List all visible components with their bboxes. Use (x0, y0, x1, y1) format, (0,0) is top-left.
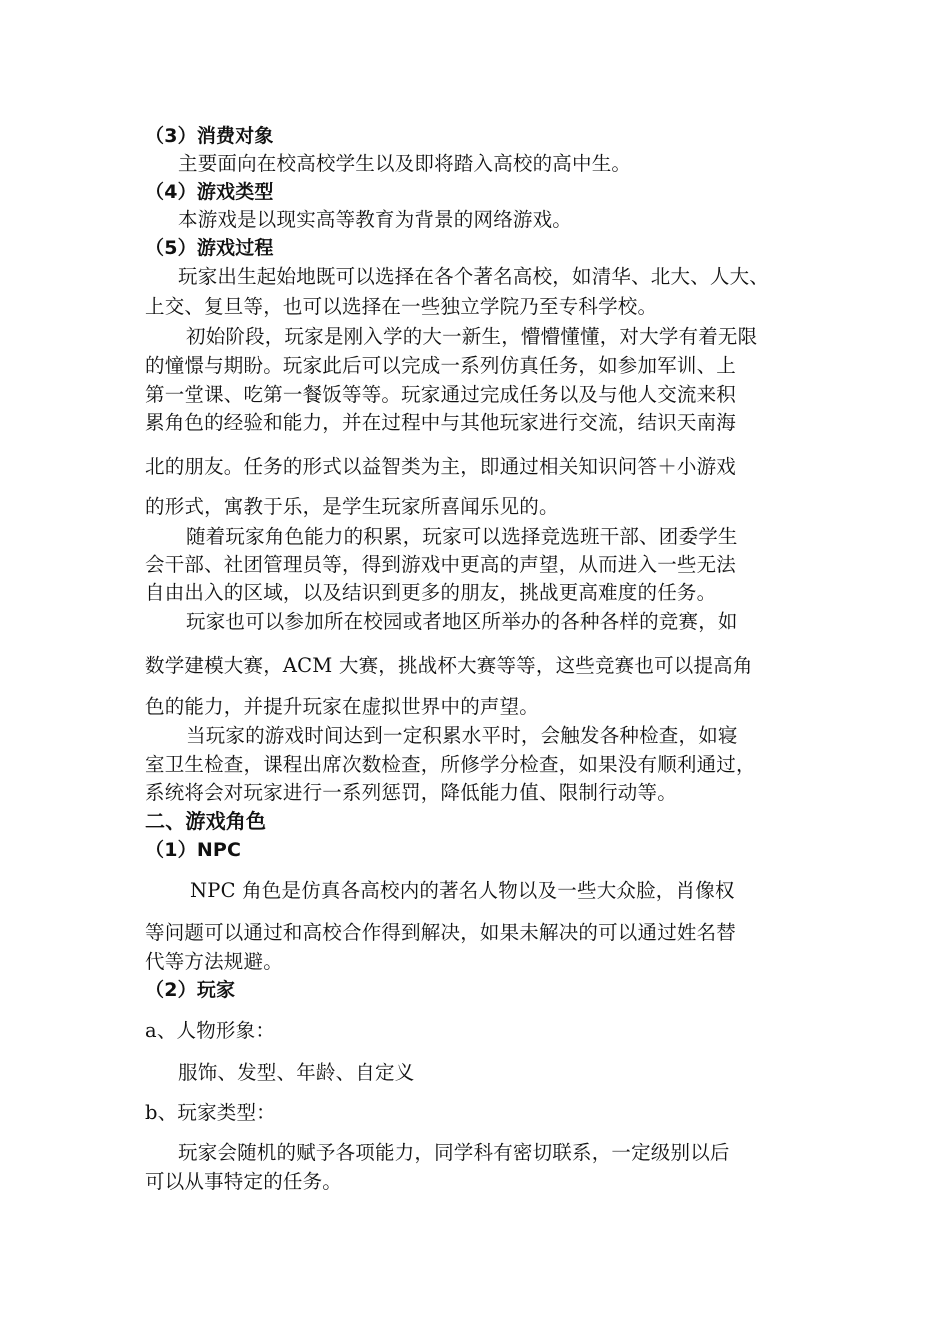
paragraph-line: NPC 角色是仿真各高校内的著名人物以及一些大众脸，肖像权 (190, 879, 735, 902)
paragraph-line: 当玩家的游戏时间达到一定积累水平时，会触发各种检查，如寝 (186, 724, 738, 747)
paragraph-line: 代等方法规避。 (145, 950, 283, 973)
paragraph-line: 玩家也可以参加所在校园或者地区所举办的各种各样的竞赛，如 (186, 610, 738, 633)
heading-npc: （1）NPC (145, 839, 242, 861)
paragraph-line: 自由出入的区域，以及结识到更多的朋友，挑战更高难度的任务。 (145, 581, 717, 604)
paragraph-line: 室卫生检查，课程出席次数检查，所修学分检查，如果没有顺利通过， (145, 753, 756, 776)
paragraph-line: 主要面向在校高校学生以及即将踏入高校的高中生。 (178, 152, 632, 175)
sub-heading-player-type: b、玩家类型： (145, 1101, 276, 1124)
paragraph-line: 第一堂课、吃第一餐饭等等。玩家通过完成任务以及与他人交流来积 (145, 383, 737, 406)
paragraph-line: 上交、复旦等，也可以选择在一些独立学院乃至专科学校。 (145, 295, 658, 318)
paragraph-line: 本游戏是以现实高等教育为背景的网络游戏。 (178, 208, 573, 231)
paragraph-line: 会干部、社团管理员等，得到游戏中更高的声望，从而进入一些无法 (145, 553, 737, 576)
paragraph-line: 的憧憬与期盼。玩家此后可以完成一系列仿真任务，如参加军训、上 (145, 354, 737, 377)
heading-consumer-target: （3）消费对象 (145, 125, 274, 147)
paragraph-line: 随着玩家角色能力的积累，玩家可以选择竞选班干部、团委学生 (186, 525, 738, 548)
paragraph-line: 北的朋友。任务的形式以益智类为主，即通过相关知识问答＋小游戏 (145, 455, 737, 478)
paragraph-line: 服饰、发型、年龄、自定义 (178, 1061, 415, 1084)
paragraph-line: 数学建模大赛，ACM 大赛，挑战杯大赛等等，这些竞赛也可以提高角 (145, 654, 753, 677)
paragraph-line: 系统将会对玩家进行一系列惩罚，降低能力值、限制行动等。 (145, 781, 677, 804)
paragraph-line: 初始阶段，玩家是刚入学的大一新生，懵懵懂懂，对大学有着无限 (186, 325, 758, 348)
sub-heading-appearance: a、人物形象： (145, 1019, 276, 1042)
paragraph-line: 等问题可以通过和高校合作得到解决，如果未解决的可以通过姓名替 (145, 921, 737, 944)
heading-game-type: （4）游戏类型 (145, 181, 274, 203)
paragraph-line: 累角色的经验和能力，并在过程中与其他玩家进行交流，结识天南海 (145, 411, 737, 434)
paragraph-line: 的形式，寓教于乐，是学生玩家所喜闻乐见的。 (145, 495, 559, 518)
heading-game-roles: 二、游戏角色 (145, 809, 267, 833)
paragraph-line: 可以从事特定的任务。 (145, 1170, 343, 1193)
heading-game-process: （5）游戏过程 (145, 237, 274, 259)
heading-player: （2）玩家 (145, 979, 236, 1001)
paragraph-line: 玩家出生起始地既可以选择在各个著名高校，如清华、北大、人大、 (178, 265, 770, 288)
paragraph-line: 玩家会随机的赋予各项能力，同学科有密切联系，一定级别以后 (178, 1141, 730, 1164)
paragraph-line: 色的能力，并提升玩家在虚拟世界中的声望。 (145, 695, 540, 718)
